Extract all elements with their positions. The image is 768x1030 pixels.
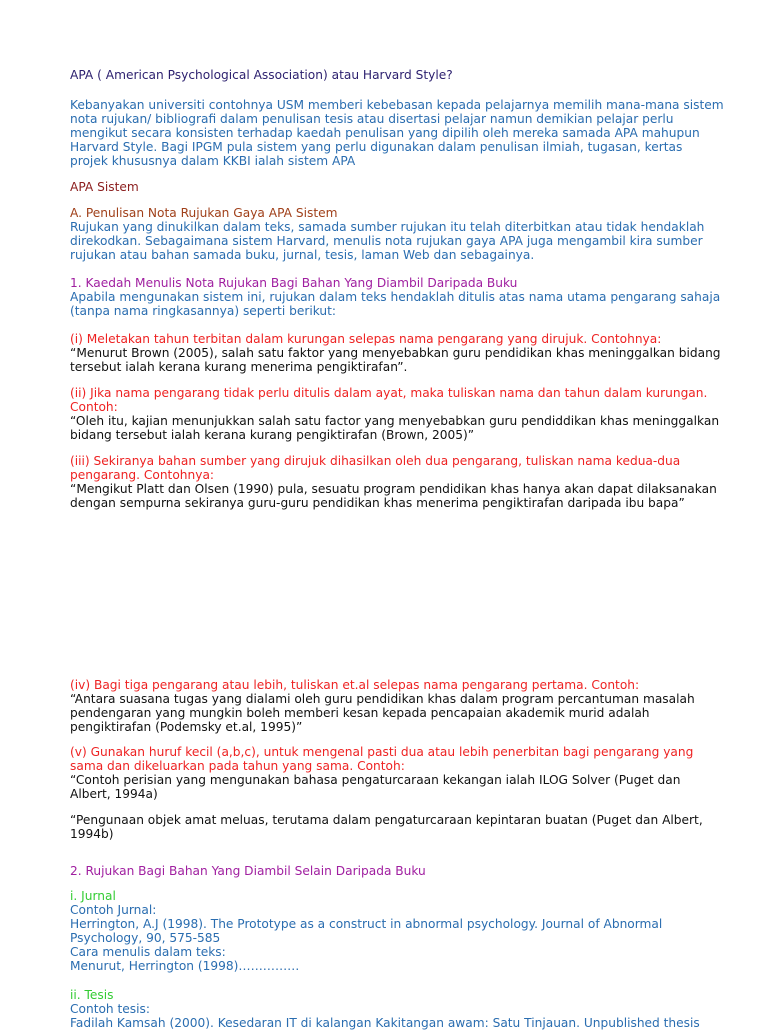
- section-a-line: Rujukan yang dinukilkan dalam teks, samada sumber rujukan itu telah diterbitkan atau tidak hendaklah: [70, 220, 705, 234]
- apa-heading: [70, 180, 730, 194]
- example-text: bidang tersebut ialah kerana kurang pengiktirafan (Brown, 2005)”: [70, 428, 475, 442]
- tesis-line: Fadilah Kamsah (2000). Kesedaran IT di kalangan Kakitangan awam: Satu Tinjauan. Unpublished thesis: [70, 1016, 700, 1030]
- jurnal-line: Menurut, Herrington (1998)……………: [70, 959, 300, 973]
- example-text: dengan sempurna sekiranya guru-guru pendidikan khas menerima pengiktirafan daripada ibu bapa”: [70, 496, 685, 510]
- rule-text: Contoh:: [70, 400, 118, 414]
- section-a-line: rujukan atau bahan samada buku, jurnal, tesis, laman Web dan sebagainya.: [70, 248, 535, 262]
- rule-v-extra-example: [70, 813, 730, 841]
- section-1: [70, 276, 730, 318]
- document-title: [70, 68, 730, 82]
- tesis-heading: ii. Tesis: [70, 988, 114, 1002]
- jurnal-line: Psychology, 90, 575-585: [70, 931, 221, 945]
- example-text: Albert, 1994a): [70, 787, 158, 801]
- rule-iv: [70, 678, 730, 734]
- tesis-line: Contoh tesis:: [70, 1002, 150, 1016]
- example-text: “Antara suasana tugas yang dialami oleh guru pendidikan khas dalam program percantuman masalah: [70, 692, 695, 706]
- jurnal-section: [70, 889, 730, 973]
- apa-heading-text: APA Sistem: [70, 180, 139, 194]
- rule-text: (iii) Sekiranya bahan sumber yang dirujuk dihasilkan oleh dua pengarang, tuliskan nama kedua-dua: [70, 454, 681, 468]
- section-a-line: direkodkan. Sebagaimana sistem Harvard, menulis nota rujukan gaya APA juga mengambil kira sumber: [70, 234, 703, 248]
- example-text: 1994b): [70, 827, 114, 841]
- example-text: pengiktirafan (Podemsky et.al, 1995)”: [70, 720, 303, 734]
- section-2-heading-text: 2. Rujukan Bagi Bahan Yang Diambil Selain Daripada Buku: [70, 864, 426, 878]
- section-1-heading: 1. Kaedah Menulis Nota Rujukan Bagi Bahan Yang Diambil Daripada Buku: [70, 276, 518, 290]
- rule-i: [70, 332, 730, 374]
- rule-text: (ii) Jika nama pengarang tidak perlu ditulis dalam ayat, maka tuliskan nama dan tahun dalam kurungan.: [70, 386, 708, 400]
- title-text: APA ( American Psychological Association) atau Harvard Style?: [70, 68, 453, 82]
- example-text: “Mengikut Platt dan Olsen (1990) pula, sesuatu program pendidikan khas hanya akan dapat dilaksanakan: [70, 482, 717, 496]
- section-1-line: (tanpa nama ringkasannya) seperti berikut:: [70, 304, 337, 318]
- example-text: “Contoh perisian yang mengunakan bahasa pengaturcaraan kekangan ialah ILOG Solver (Puget dan: [70, 773, 681, 787]
- section-a-heading: A. Penulisan Nota Rujukan Gaya APA Sistem: [70, 206, 338, 220]
- intro-line: Harvard Style. Bagi IPGM pula sistem yang perlu digunakan dalam penulisan ilmiah, tugasan, kertas: [70, 140, 683, 154]
- intro-line: nota rujukan/ bibliografi dalam penulisan tesis atau disertasi pelajar namun demikian pelajar perlu: [70, 112, 674, 126]
- rule-text: (i) Meletakan tahun terbitan dalam kurungan selepas nama pengarang yang dirujuk. Contohnya:: [70, 332, 662, 346]
- section-1-line: Apabila mengunakan sistem ini, rujukan dalam teks hendaklah ditulis atas nama utama pengarang sahaja: [70, 290, 721, 304]
- intro-line: projek khususnya dalam KKBI ialah sistem APA: [70, 154, 356, 168]
- rule-iii: [70, 454, 730, 510]
- rule-text: sama dan dikeluarkan pada tahun yang sama. Contoh:: [70, 759, 405, 773]
- rule-text: (v) Gunakan huruf kecil (a,b,c), untuk mengenal pasti dua atau lebih penerbitan bagi pengarang yang: [70, 745, 694, 759]
- jurnal-line: Contoh Jurnal:: [70, 903, 157, 917]
- example-text: tersebut ialah kerana kurang menerima pengiktirafan”.: [70, 360, 408, 374]
- rule-v: [70, 745, 730, 801]
- section-2-heading: [70, 864, 730, 878]
- rule-text: pengarang. Contohnya:: [70, 468, 215, 482]
- jurnal-line: Herrington, A.J (1998). The Prototype as a construct in abnormal psychology. Journal of Abnormal: [70, 917, 663, 931]
- rule-ii: [70, 386, 730, 442]
- rule-text: (iv) Bagi tiga pengarang atau lebih, tuliskan et.al selepas nama pengarang pertama. Contoh:: [70, 678, 640, 692]
- jurnal-line: Cara menulis dalam teks:: [70, 945, 226, 959]
- section-a: [70, 206, 730, 262]
- example-text: “Pengunaan objek amat meluas, terutama dalam pengaturcaraan kepintaran buatan (Puget dan Albert,: [70, 813, 703, 827]
- intro-line: Kebanyakan universiti contohnya USM memberi kebebasan kepada pelajarnya memilih mana-mana sistem: [70, 98, 724, 112]
- intro-line: mengikut secara konsisten terhadap kaedah penulisan yang dipilih oleh mereka samada APA mahupun: [70, 126, 700, 140]
- intro-paragraph: [70, 98, 730, 168]
- example-text: pendengaran yang mungkin boleh memberi kesan kepada pencapaian akademik murid adalah: [70, 706, 650, 720]
- jurnal-heading: i. Jurnal: [70, 889, 116, 903]
- example-text: “Oleh itu, kajian menunjukkan salah satu factor yang menyebabkan guru pendiddikan khas meninggalkan: [70, 414, 720, 428]
- example-text: “Menurut Brown (2005), salah satu faktor yang menyebabkan guru pendidikan khas meninggalkan bidang: [70, 346, 721, 360]
